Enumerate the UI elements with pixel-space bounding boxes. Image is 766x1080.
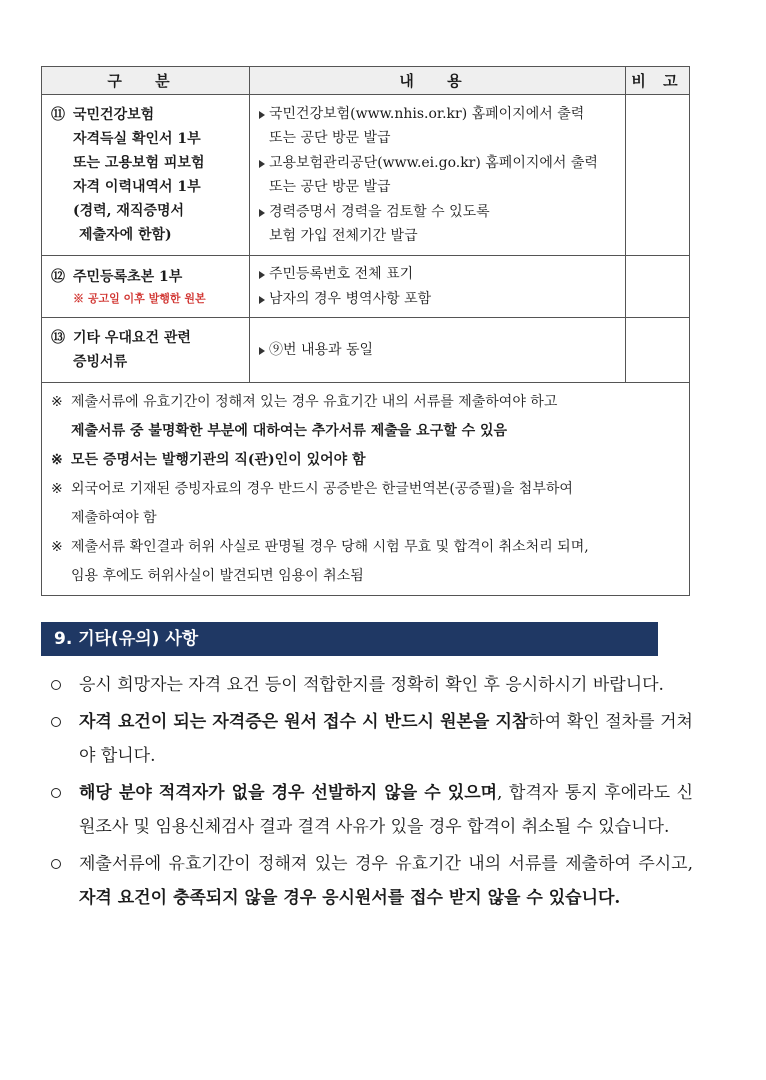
note-item — [51, 446, 680, 475]
circle-bullet-icon — [51, 788, 61, 798]
content-cell — [250, 256, 626, 318]
note-cell — [626, 95, 690, 256]
note-mark: ※ — [51, 452, 63, 468]
circle-bullet-icon — [51, 717, 61, 727]
category-line: 증빙서류 — [73, 354, 128, 370]
note-bold-text: 모든 증명서는 발행기관의 직(관)인이 있어야 함 — [71, 452, 366, 468]
list-item — [51, 668, 693, 703]
note-item — [51, 475, 680, 533]
list-item — [51, 847, 693, 916]
notice-list — [51, 668, 693, 918]
header-content: 내 용 — [250, 67, 626, 95]
content-cell — [250, 95, 626, 256]
note-text: 제출서류 확인결과 허위 사실로 판명될 경우 당해 시험 무효 및 합격이 취소처리 되며, — [71, 539, 589, 555]
notes-cell — [42, 383, 690, 596]
note-cell — [626, 256, 690, 318]
note-mark: ※ — [51, 539, 63, 555]
table-row — [42, 256, 690, 318]
document-requirements-table — [41, 66, 690, 596]
category-line: 국민건강보험 — [73, 107, 155, 123]
bullet-continuation: 또는 공단 방문 발급 — [269, 130, 391, 146]
notes-row — [42, 383, 690, 596]
paragraph-text: , 합격자 통지 후에라도 신원조사 및 임용신체검사 결과 결격 사유가 있을 경우 합격이 취소될 수 있습니다. — [79, 782, 693, 837]
row-number: ⑪ — [51, 107, 65, 123]
note-mark: ※ — [51, 394, 63, 410]
category-line: 기타 우대요건 관련 — [73, 330, 191, 346]
paragraph-text: 응시 희망자는 자격 요건 등이 적합한지를 정확히 확인 후 응시하시기 바랍니다. — [79, 675, 664, 695]
circle-bullet-icon — [51, 859, 61, 869]
category-line: 또는 고용보험 피보험 — [73, 155, 205, 171]
bullet-item: 국민건강보험(www.nhis.or.kr) 홈페이지에서 출력 — [258, 102, 617, 127]
paragraph-bold-text: 자격 요건이 되는 자격증은 원서 접수 시 반드시 원본을 지참 — [79, 711, 529, 732]
category-cell — [42, 95, 250, 256]
note-item — [51, 533, 680, 591]
row-number: ⑫ — [51, 268, 65, 285]
note-text: 외국어로 기재된 증빙자료의 경우 반드시 공증받은 한글번역본(공증필)을 첨부하여 — [71, 481, 573, 497]
paragraph-text: 제출서류에 유효기간이 정해져 있는 경우 유효기간 내의 서류를 제출하여 주시고, — [79, 853, 693, 874]
note-mark: ※ — [51, 481, 63, 497]
note-text: 제출서류에 유효기간이 정해져 있는 경우 유효기간 내의 서류를 제출하여야 하고 — [71, 394, 558, 410]
bullet-continuation: 보험 가입 전체기간 발급 — [269, 228, 418, 244]
paragraph-bold-text: 자격 요건이 충족되지 않을 경우 응시원서를 접수 받지 않을 수 있습니다. — [79, 888, 621, 908]
category-line: (경력, 재직증명서 — [73, 203, 185, 219]
bullet-item: 주민등록번호 전체 표기 — [258, 262, 617, 287]
list-item — [51, 776, 693, 845]
table-row — [42, 95, 690, 256]
note-text-continuation: 제출하여야 함 — [71, 510, 157, 526]
table-row — [42, 318, 690, 383]
bullet-item: 남자의 경우 병역사항 포함 — [258, 287, 617, 312]
circle-bullet-icon — [51, 680, 61, 690]
bullet-item: 경력증명서 경력을 검토할 수 있도록 — [258, 200, 617, 225]
header-category: 구 분 — [42, 67, 250, 95]
category-line: 주민등록초본 1부 — [73, 268, 183, 285]
category-cell — [42, 256, 250, 318]
note-item — [51, 388, 680, 446]
red-notice: ※ 공고일 이후 발행한 원본 — [73, 291, 206, 305]
header-note: 비 고 — [626, 67, 690, 95]
bullet-continuation: 또는 공단 방문 발급 — [269, 179, 391, 195]
bullet-item: 고용보험관리공단(www.ei.go.kr) 홈페이지에서 출력 — [258, 151, 617, 176]
table-header-row — [42, 67, 690, 95]
category-line: 자격득실 확인서 1부 — [73, 131, 201, 147]
note-cell — [626, 318, 690, 383]
paragraph-bold-text: 해당 분야 적격자가 없을 경우 선발하지 않을 수 있으며 — [79, 782, 498, 803]
content-cell — [250, 318, 626, 383]
note-text-continuation: 임용 후에도 허위사실이 발견되면 임용이 취소됨 — [71, 568, 364, 584]
paragraph-text: 하여 확인 절차를 거쳐야 합니다. — [79, 711, 693, 766]
category-line: 자격 이력내역서 1부 — [73, 179, 201, 195]
row-number: ⑬ — [51, 330, 65, 346]
bullet-item: ⑨번 내용과 동일 — [258, 338, 617, 363]
category-line: 제출자에 한함) — [79, 227, 172, 243]
note-bold-text — [71, 417, 680, 446]
note-bold: 제출서류 중 불명확한 부분에 대하여는 추가서류 제출을 요구할 수 있음 — [71, 423, 508, 439]
category-cell — [42, 318, 250, 383]
list-item — [51, 705, 693, 774]
section-title: 9. 기타(유의) 사항 — [54, 629, 199, 649]
section-heading — [41, 622, 658, 656]
